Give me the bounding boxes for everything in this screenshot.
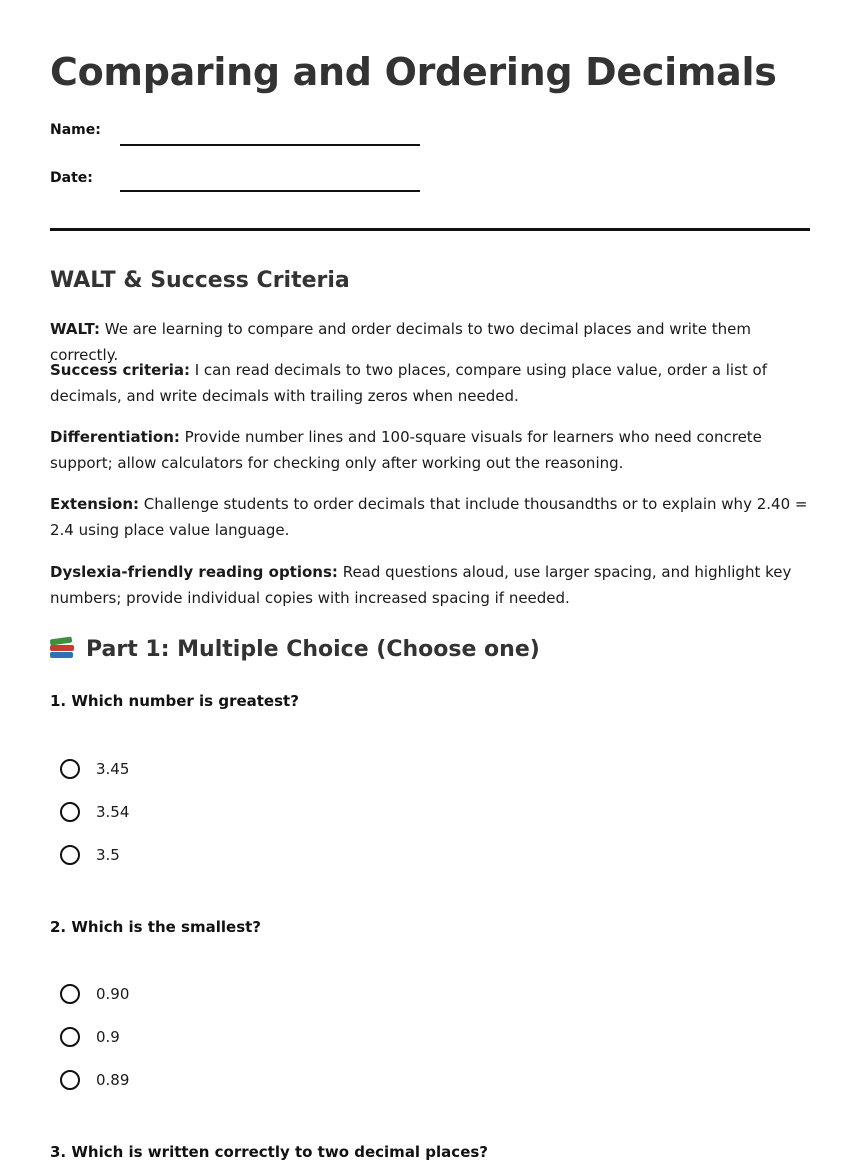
dyslexia-options-paragraph <box>50 559 810 611</box>
books-icon <box>50 637 76 659</box>
option-label: 3.5 <box>96 846 120 864</box>
option-label: 0.89 <box>96 1071 130 1089</box>
radio-button[interactable] <box>60 759 80 779</box>
date-field[interactable] <box>120 190 420 192</box>
extension-text: Challenge students to order decimals that include thousandths or to explain why 2.40 = 2.4 using place value language. <box>50 495 808 539</box>
radio-button[interactable] <box>60 1070 80 1090</box>
option-label: 3.54 <box>96 803 130 821</box>
radio-button[interactable] <box>60 984 80 1004</box>
differentiation-text: Provide number lines and 100-square visuals for learners who need concrete support; allow calculators for checking only after working out the reasoning. <box>50 428 762 472</box>
option-label: 0.90 <box>96 985 130 1003</box>
differentiation-paragraph <box>50 424 810 476</box>
question-3: 3. Which is written correctly to two decimal places? <box>50 1143 488 1161</box>
question-1: 1. Which number is greatest? <box>50 692 299 710</box>
radio-button[interactable] <box>60 802 80 822</box>
radio-button[interactable] <box>60 845 80 865</box>
q1-option-3[interactable] <box>60 843 120 867</box>
date-label: Date: <box>50 170 93 186</box>
option-label: 3.45 <box>96 760 130 778</box>
success-criteria-label: Success criteria: <box>50 361 190 379</box>
dyslexia-options-label: Dyslexia-friendly reading options: <box>50 563 338 581</box>
radio-button[interactable] <box>60 1027 80 1047</box>
q1-option-1[interactable] <box>60 757 129 781</box>
walt-heading: WALT & Success Criteria <box>50 268 350 293</box>
success-criteria-paragraph <box>50 357 810 409</box>
question-2: 2. Which is the smallest? <box>50 918 261 936</box>
success-criteria-text: I can read decimals to two places, compare using place value, order a list of decimals, and write decimals with trailing zeros when needed. <box>50 361 768 405</box>
walt-text: We are learning to compare and order decimals to two decimal places and write them correctly. <box>50 320 752 364</box>
part1-heading <box>50 637 540 662</box>
extension-paragraph <box>50 491 810 543</box>
q2-option-2[interactable] <box>60 1025 120 1049</box>
part1-heading-text: Part 1: Multiple Choice (Choose one) <box>86 637 540 662</box>
name-field[interactable] <box>120 144 420 146</box>
page-title: Comparing and Ordering Decimals <box>50 50 777 94</box>
header-divider <box>50 228 810 231</box>
q2-option-3[interactable] <box>60 1068 129 1092</box>
dyslexia-options-text: Read questions aloud, use larger spacing, and highlight key numbers; provide individual copies with increased spacing if needed. <box>50 563 792 607</box>
name-label: Name: <box>50 122 101 138</box>
differentiation-label: Differentiation: <box>50 428 180 446</box>
q1-option-2[interactable] <box>60 800 129 824</box>
walt-label: WALT: <box>50 320 100 338</box>
option-label: 0.9 <box>96 1028 120 1046</box>
q2-option-1[interactable] <box>60 982 129 1006</box>
extension-label: Extension: <box>50 495 139 513</box>
